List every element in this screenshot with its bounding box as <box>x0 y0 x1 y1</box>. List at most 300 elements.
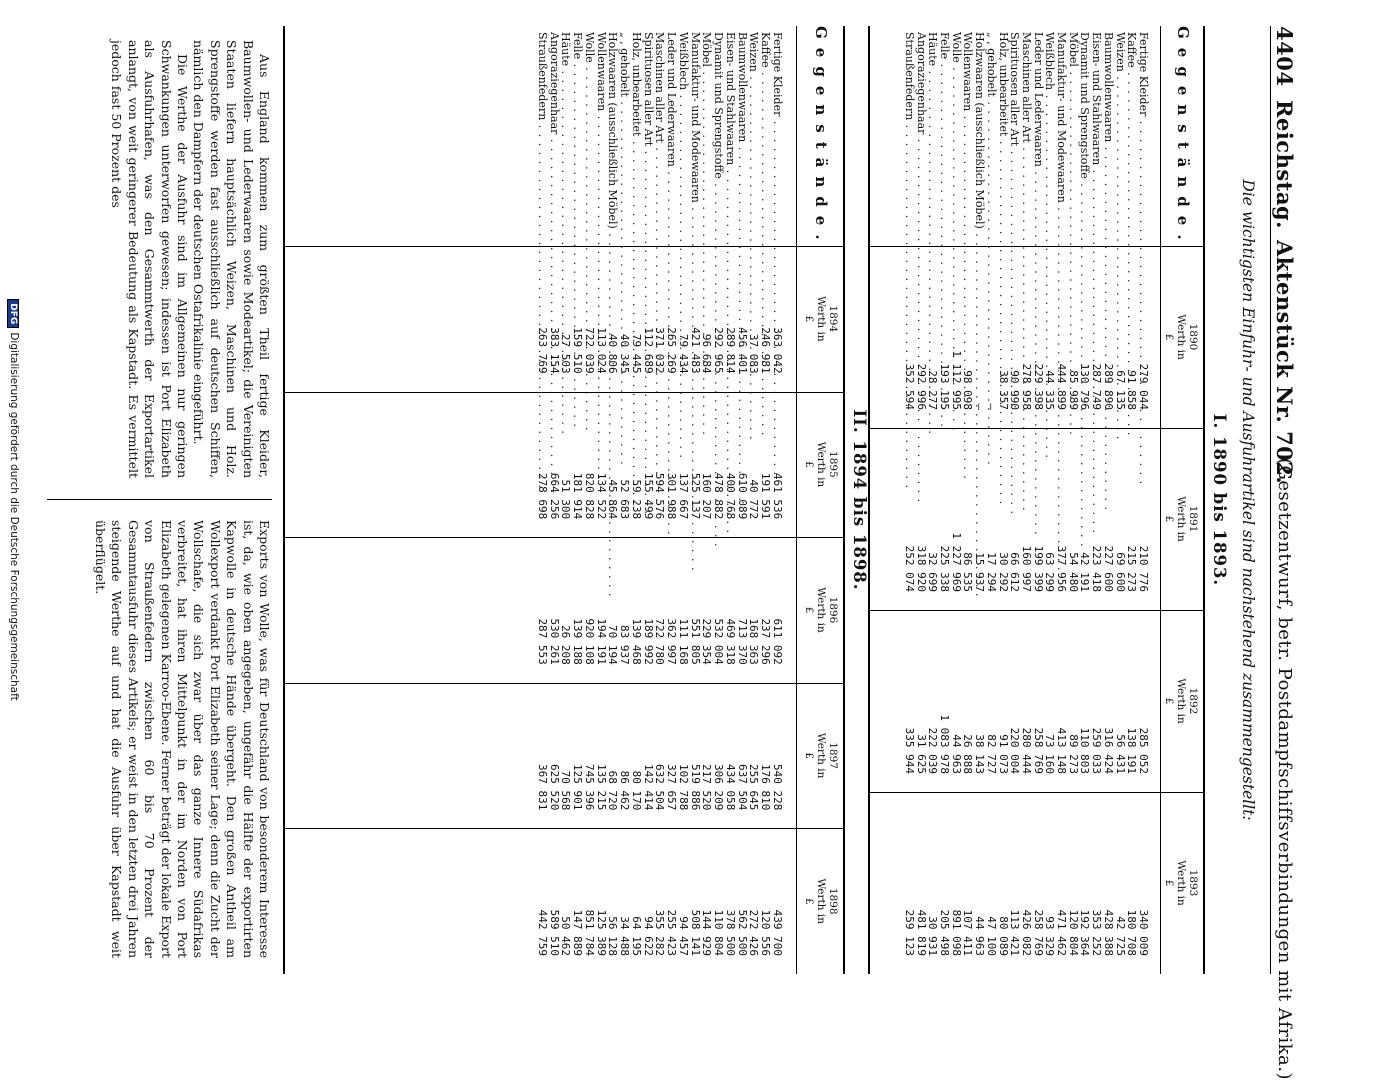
cell-value: 137 667 <box>677 472 690 520</box>
row-label: Häute . . . <box>927 32 939 246</box>
cell-value: 637 504 <box>735 764 749 811</box>
cell-value: 91 858 <box>1125 370 1139 410</box>
unit-label: £ <box>803 897 815 905</box>
row-label: Möbel . . . <box>701 32 713 246</box>
cell-value: 30 292 <box>996 552 1010 592</box>
cell-value: 139 468 <box>630 618 643 665</box>
cell-value: 102 788 <box>677 764 690 811</box>
unit-label: £ <box>1163 879 1175 887</box>
table-row <box>1102 26 1114 974</box>
text-column-left <box>108 40 272 478</box>
cell-value: 85 989 <box>1066 370 1080 410</box>
cell-value: 63 299 <box>1043 552 1057 592</box>
cell-value: 193 195 <box>938 363 952 410</box>
row-label: Manufaktur- und Modewaaren . . . <box>689 32 701 246</box>
cell-value: 551 805 <box>688 618 702 665</box>
column-header-label: Gegenstände. <box>812 26 830 249</box>
cell-value: 86 462 <box>618 770 632 811</box>
row-label: Fertige Kleider . . . <box>771 32 783 246</box>
cell-value: 66 612 <box>1008 552 1022 592</box>
cell-value: 259 033 <box>1090 727 1104 774</box>
cell-value: 139 188 <box>571 618 585 665</box>
werth-label: Werth in <box>1175 314 1187 360</box>
table2 <box>283 26 845 974</box>
cell-value: 96 684 <box>700 333 714 374</box>
cell-value: 377 956 <box>1055 545 1069 592</box>
row-label: Häute . . . <box>560 32 572 246</box>
cell-value: 353 252 <box>1090 909 1104 956</box>
row-label: Eisen- und Stahlwaaren . . . <box>1091 32 1103 246</box>
cell-value: 144 929 <box>700 909 714 956</box>
paragraph: Aus England kommen zum größten Theil fertige Kleider, Baumwollen- und Lederwaaren sowie Modeartikel; die Vereinigten Staaten liefern hauptsächlich Weizen, Maschinen und Holz. Sprengstoffe werden fast ausschließlich auf deutschen Schiffen, nämlich den Dampfern der deutschen Ostafrikalinie eingeführt. <box>191 40 272 478</box>
row-label: Wollenwaaren . . . <box>595 32 607 246</box>
cell-value: 147 889 <box>571 909 585 956</box>
cell-value: 428 388 <box>1101 909 1115 956</box>
cell-value: 383 154 <box>547 327 561 374</box>
cell-value: 68 720 <box>606 770 620 811</box>
year-header <box>1163 610 1199 792</box>
cell-value: 54 480 <box>1066 552 1080 592</box>
cell-value: 45 864 <box>606 479 620 520</box>
page-number: 4404 <box>1272 26 1297 87</box>
table-row <box>915 26 927 974</box>
cell-value: 50 462 <box>559 916 573 956</box>
row-label: Holz, unbearbeitet . . . <box>997 32 1009 246</box>
document-number: Aktenstück Nr. 702. <box>1272 240 1297 485</box>
cell-value: 258 769 <box>1031 909 1045 956</box>
cell-value: 220 004 <box>1008 727 1022 774</box>
table-row <box>666 26 678 974</box>
column-header-label: Gegenstände. <box>1174 26 1192 249</box>
table-row <box>985 26 997 974</box>
paragraph: Die Werthe der Ausfuhr sind im Allgemeinen nur geringen Schwankungen unterworfen gewesen; indessen ist Port Elizabeth als Ausfuhrhafen, was den Gesammtwerth der Exportartikel anlangt, von weit geringerer Bedeutung als Kapstadt. Es vermittelt jedoch fast 50 Prozent des <box>109 40 190 478</box>
year-label: 1891 <box>1187 505 1199 533</box>
werth-label: Werth in <box>1175 860 1187 906</box>
werth-label: Werth in <box>815 878 827 924</box>
cell-value: 42 191 <box>1078 552 1092 592</box>
cell-value: 1 083 978 <box>938 714 952 774</box>
table-row <box>1020 26 1032 974</box>
row-label: Holz, unbearbeitet . . . <box>630 32 642 246</box>
cell-value: 134 522 <box>594 472 608 520</box>
cell-value: 111 168 <box>677 618 690 665</box>
cell-value: 26 888 <box>961 734 975 774</box>
year-header <box>803 828 839 974</box>
cell-value: 168 363 <box>747 618 761 665</box>
cell-value: 110 804 <box>712 909 726 956</box>
table-row <box>903 26 915 974</box>
table-row <box>1044 26 1056 974</box>
year-header <box>1163 792 1199 974</box>
row-label: Wolle . . . <box>583 32 595 246</box>
unit-label: £ <box>803 752 815 759</box>
row-label: Straußenfedern . . . <box>536 32 548 246</box>
table-row <box>1067 26 1079 974</box>
cell-value: 176 810 <box>759 764 773 811</box>
header-title: Reichstag. <box>1272 100 1297 229</box>
cell-value: 227 600 <box>1101 545 1115 592</box>
year-header <box>803 683 839 829</box>
table-row <box>1056 26 1068 974</box>
cell-value: 306 209 <box>712 764 726 811</box>
table-row <box>701 26 713 974</box>
cell-value: 51 300 <box>559 479 573 520</box>
cell-value: 378 500 <box>724 909 737 956</box>
row-label: Weizen . . . <box>748 32 760 246</box>
cell-value: 160 997 <box>1020 545 1033 592</box>
table-row <box>595 26 607 974</box>
cell-value: 255 645 <box>747 764 761 811</box>
cell-value: 258 769 <box>1031 727 1045 774</box>
table-row <box>950 26 962 974</box>
cell-value: 439 700 <box>771 909 784 956</box>
cell-value: 82 727 <box>984 734 998 774</box>
cell-value: 73 160 <box>1043 734 1057 774</box>
table-row <box>1114 26 1126 974</box>
row-label: „ , gehobelt . . . <box>985 32 997 246</box>
year-label: 1895 <box>827 451 839 478</box>
cell-value: 289 814 <box>724 327 737 374</box>
row-label: Dynamit und Sprengstoffe . . . <box>713 32 725 246</box>
table-row <box>607 26 619 974</box>
row-label: Weißblech . . . <box>1044 32 1056 246</box>
cell-value: 215 273 <box>1125 545 1139 592</box>
cell-value: 259 123 <box>903 909 916 956</box>
cell-value: 205 498 <box>938 909 952 956</box>
table-row <box>974 26 986 974</box>
cell-value: 456 401 <box>735 327 749 374</box>
year-header <box>1163 246 1199 428</box>
cell-value: 52 683 <box>618 479 632 520</box>
cell-value: 107 411 <box>961 909 975 956</box>
text-column-right <box>92 520 272 958</box>
cell-value: 478 882 <box>712 472 726 520</box>
cell-value: 44 335 <box>1043 370 1057 410</box>
werth-label: Werth in <box>815 295 827 342</box>
year-header <box>803 537 839 683</box>
cell-value: 340 009 <box>1137 909 1150 956</box>
cell-value: 120 804 <box>1066 909 1080 956</box>
row-label: Spirituosen aller Art . . . <box>1009 32 1021 246</box>
cell-value: 222 039 <box>926 727 940 774</box>
cell-value: 180 708 <box>1125 909 1139 956</box>
paragraph: Exports von Wolle, was für Deutschland von besonderem Interesse ist, da, wie oben angegeben, ungefähr die Hälfte der exportirten Kapwolle in deutsche Hände übergeht. Den großen Antheil am Wollexport verdankt Port Elizabeth seiner Lage; denn die Zucht der Wollschafe, die sich zwar über das ganze Innere Südafrikas verbreitet, hat ihren Mittelpunkt in der im Norden von Port Elizabeth gelegenen Karroo-Ebene. Ferner beträgt der lokale Export von Straußenfedern zwischen 60 bis 70 Prozent der Gesammtausfuhr dieses Artikels; er weist in den letzten drei Jahren steigende Werthe auf und hat die Ausfuhr über Kapstadt weit überflügelt. <box>92 520 272 958</box>
cell-value: 70 194 <box>606 625 620 665</box>
cell-value: 265 269 <box>665 327 679 374</box>
cell-value: 79 434 <box>677 333 690 374</box>
cell-value: 471 462 <box>1055 909 1069 956</box>
cell-value: 272 426 <box>747 909 761 956</box>
cell-value: 722 039 <box>583 327 596 374</box>
row-label: Maschinen aller Art . . . <box>1020 32 1032 246</box>
cell-value: 287 749 <box>1090 363 1104 410</box>
cell-value: 112 689 <box>641 327 655 374</box>
cell-value: 263 769 <box>536 327 549 374</box>
cell-value: 532 004 <box>712 618 726 665</box>
cell-value: 69 600 <box>1113 552 1127 592</box>
cell-value: 444 899 <box>1055 363 1069 410</box>
row-label: Leder und Lederwaaren . . . <box>1032 32 1044 246</box>
cell-value: 255 423 <box>665 909 679 956</box>
cell-value: 279 044 <box>1137 363 1150 410</box>
cell-value: 352 594 <box>903 363 916 410</box>
year-header <box>1163 428 1199 610</box>
cell-value: 56 128 <box>606 916 620 956</box>
cell-value: 519 886 <box>688 764 702 811</box>
cell-value: 27 503 <box>559 333 573 374</box>
row-label: Wollenwaaren . . . <box>962 32 974 246</box>
cell-value: 159 510 <box>571 327 585 374</box>
row-label: Angoraziegenhaar . . . <box>548 32 560 246</box>
cell-value: 210 776 <box>1137 545 1150 592</box>
cell-value: 362 997 <box>665 618 679 665</box>
header-rule <box>796 26 797 974</box>
cell-value: 252 074 <box>903 545 916 592</box>
digitization-credit <box>7 0 20 1000</box>
cell-value: 722 780 <box>653 618 667 665</box>
cell-value: 442 759 <box>536 909 549 956</box>
row-label: Maschinen aller Art . . . <box>654 32 666 246</box>
cell-value: 400 768 <box>724 472 737 520</box>
row-label: Kaffee . . . <box>1126 32 1138 246</box>
table-row <box>1126 26 1138 974</box>
cell-value: 191 591 <box>759 472 773 520</box>
cell-value: 181 914 <box>571 472 585 520</box>
cell-value: 47 100 <box>984 916 998 956</box>
cell-value: 70 568 <box>559 770 573 811</box>
cell-value: 194 191 <box>594 618 608 665</box>
cell-value: 130 796 <box>1078 363 1092 410</box>
cell-value: 125 901 <box>571 764 585 811</box>
year-label: 1893 <box>1187 869 1199 897</box>
cell-value: 426 082 <box>1020 909 1033 956</box>
cell-value: 664 256 <box>547 472 561 520</box>
cell-value: 94 457 <box>677 916 690 956</box>
cell-value: 40 772 <box>747 479 761 520</box>
cell-value: 229 354 <box>700 618 714 665</box>
table-row <box>560 26 572 974</box>
cell-value: 421 483 <box>688 327 702 374</box>
cell-value: 125 389 <box>594 909 608 956</box>
cell-value: 371 032 <box>653 327 667 374</box>
table-row <box>630 26 642 974</box>
table1 <box>868 26 1205 974</box>
werth-label: Werth in <box>815 587 827 633</box>
table-row <box>689 26 701 974</box>
row-label: Dynamit und Sprengstoffe . . . <box>1079 32 1091 246</box>
year-label: 1897 <box>827 742 839 769</box>
table-row <box>1032 26 1044 974</box>
cell-value: 80 089 <box>996 916 1010 956</box>
cell-value: 44 963 <box>973 916 987 956</box>
cell-value: 481 819 <box>914 909 928 956</box>
table-row <box>572 26 584 974</box>
cell-value: 287 553 <box>536 618 549 665</box>
dfg-logo: DFG <box>7 299 19 328</box>
cell-value: 28 277 <box>926 370 940 410</box>
cell-value: 278 958 <box>1020 363 1033 410</box>
werth-label: Werth in <box>815 732 827 779</box>
cell-value: 292 996 <box>914 363 928 410</box>
werth-label: Werth in <box>815 441 827 488</box>
cell-value: 90 990 <box>1008 370 1022 410</box>
cell-value: 189 992 <box>641 618 655 665</box>
cell-value: 44 963 <box>949 734 963 774</box>
cell-value: 38 143 <box>973 734 987 774</box>
table-row <box>736 26 748 974</box>
cell-value: 280 444 <box>1020 727 1033 774</box>
cell-value: 367 831 <box>536 764 549 811</box>
row-label: Eisen- und Stahlwaaren . . . <box>724 32 736 246</box>
cell-value: 594 576 <box>653 472 667 520</box>
cell-value: 301 988 <box>665 472 679 520</box>
row-label: Wolle . . . <box>950 32 962 246</box>
table-row <box>654 26 666 974</box>
cell-value: 229 398 <box>1031 363 1045 410</box>
cell-value: 434 058 <box>724 764 737 811</box>
cell-value: 59 238 <box>630 479 643 520</box>
table-row <box>642 26 654 974</box>
credit-text: Digitalisierung gefördert durch die Deutsche Forschungsgemeinschaft <box>8 332 20 701</box>
page-header <box>1270 26 1299 1080</box>
werth-label: Werth in <box>1175 496 1187 542</box>
row-label: Manufaktur- und Modewaaren . . . <box>1056 32 1068 246</box>
cell-value: 278 698 <box>536 472 549 520</box>
year-label: 1898 <box>827 887 839 915</box>
cell-value: 225 338 <box>938 545 952 592</box>
cell-value: 562 500 <box>735 909 749 956</box>
table-row <box>548 26 560 974</box>
header-subject: (Gesetzentwurf, betr. Postdampfschiffsverbindungen mit Afrika.) <box>1274 458 1295 1080</box>
cell-value: 891 098 <box>949 909 963 956</box>
row-label: Holzwaaren (ausschließlich Möbel) . . . <box>607 32 619 246</box>
cell-value: 94 622 <box>641 916 655 956</box>
cell-value: 142 414 <box>641 764 655 811</box>
cell-value: 318 920 <box>914 545 928 592</box>
cell-value: 113 024 <box>594 327 608 374</box>
year-header <box>803 246 839 392</box>
cell-value: 363 042 <box>771 327 784 374</box>
cell-value: 37 083 <box>747 333 761 374</box>
cell-value: 17 294 <box>984 552 998 592</box>
cell-value: 530 261 <box>547 618 561 665</box>
year-label: 1892 <box>1187 687 1199 715</box>
table2-title: II. 1894 bis 1898. <box>850 409 869 591</box>
cell-value: 745 396 <box>583 764 596 811</box>
cell-value: 292 965 <box>712 327 726 374</box>
table-row <box>536 26 548 974</box>
cell-value: 289 890 <box>1101 363 1115 410</box>
cell-value: 113 421 <box>1008 909 1022 956</box>
cell-value: 589 510 <box>547 909 561 956</box>
table-row <box>962 26 974 974</box>
table-row <box>760 26 772 974</box>
table-row <box>1137 26 1149 974</box>
row-label: „ , gehobelt . . . <box>619 32 631 246</box>
cell-value: 192 364 <box>1078 909 1092 956</box>
cell-value: 413 148 <box>1055 727 1069 774</box>
row-label: Angoraziegenhaar . . . <box>915 32 927 246</box>
werth-label: Werth in <box>1175 678 1187 724</box>
table-row <box>583 26 595 974</box>
row-label: Kaffee . . . <box>760 32 772 246</box>
cell-value: 246 981 <box>759 327 773 374</box>
unit-label: £ <box>1163 333 1175 341</box>
cell-value: 355 282 <box>653 909 667 956</box>
cell-value: 42 725 <box>1113 916 1127 956</box>
cell-value: 91 073 <box>996 734 1010 774</box>
cell-value: 80 170 <box>630 770 643 811</box>
cell-value: 38 357 <box>996 370 1010 410</box>
table-row <box>619 26 631 974</box>
cell-value: 285 052 <box>1137 727 1150 774</box>
cell-value: 632 504 <box>653 764 667 811</box>
cell-value: 920 108 <box>583 618 596 665</box>
table-row <box>1009 26 1021 974</box>
cell-value: 1 227 969 <box>949 532 963 592</box>
cell-value: 26 208 <box>559 625 573 665</box>
cell-value: 64 195 <box>630 916 643 956</box>
unit-label: £ <box>803 606 815 614</box>
cell-value: 713 370 <box>735 618 749 665</box>
row-label: Weizen . . . <box>1114 32 1126 246</box>
year-label: 1894 <box>827 305 839 333</box>
cell-value: 135 215 <box>594 764 608 811</box>
intro-text: Die wichtigsten Einfuhr- und Ausfuhrartikel sind nachstehend zusammengestellt: <box>1239 179 1257 821</box>
row-label: Felle . . . <box>572 32 584 246</box>
row-label: Spirituosen aller Art . . . <box>642 32 654 246</box>
cell-value: 31 625 <box>914 734 928 774</box>
year-label: 1896 <box>827 596 839 624</box>
cell-value: 335 944 <box>903 727 916 774</box>
cell-value: 89 273 <box>1066 734 1080 774</box>
table-row <box>677 26 689 974</box>
cell-value: 155 499 <box>641 472 655 520</box>
cell-value: 79 445 <box>630 333 643 374</box>
cell-value: 93 329 <box>1043 916 1057 956</box>
row-label: Holzwaaren (ausschließlich Möbel) . . . <box>974 32 986 246</box>
unit-label: £ <box>1163 697 1175 705</box>
cell-value: 525 137 <box>688 472 702 520</box>
cell-value: 540 228 <box>771 764 784 811</box>
table1-title: I. 1890 bis 1893. <box>1210 413 1229 587</box>
cell-value: 820 828 <box>583 472 596 520</box>
cell-value: 67 135 <box>1113 370 1127 410</box>
table-row <box>724 26 736 974</box>
table-row <box>939 26 951 974</box>
cell-value: 40 345 <box>618 333 632 374</box>
header-rule <box>1160 26 1161 974</box>
table-row <box>997 26 1009 974</box>
table-row <box>927 26 939 974</box>
table-row <box>748 26 760 974</box>
row-label: Weißblech . . . <box>677 32 689 246</box>
cell-value: 110 803 <box>1078 727 1092 774</box>
row-label: Felle . . . <box>939 32 951 246</box>
column-divider <box>47 499 272 500</box>
cell-value: 120 556 <box>759 909 773 956</box>
table-row <box>713 26 725 974</box>
cell-value: 15 937 <box>973 552 987 592</box>
cell-value: 32 699 <box>926 552 940 592</box>
cell-value: 610 089 <box>735 472 749 520</box>
row-label: Fertige Kleider . . . <box>1137 32 1149 246</box>
table-row <box>1079 26 1091 974</box>
cell-value: 199 399 <box>1031 545 1045 592</box>
row-label: Baumwollenwaaren . . . <box>736 32 748 246</box>
cell-value: — <box>984 403 998 410</box>
row-label: Baumwollenwaaren . . . <box>1102 32 1114 246</box>
